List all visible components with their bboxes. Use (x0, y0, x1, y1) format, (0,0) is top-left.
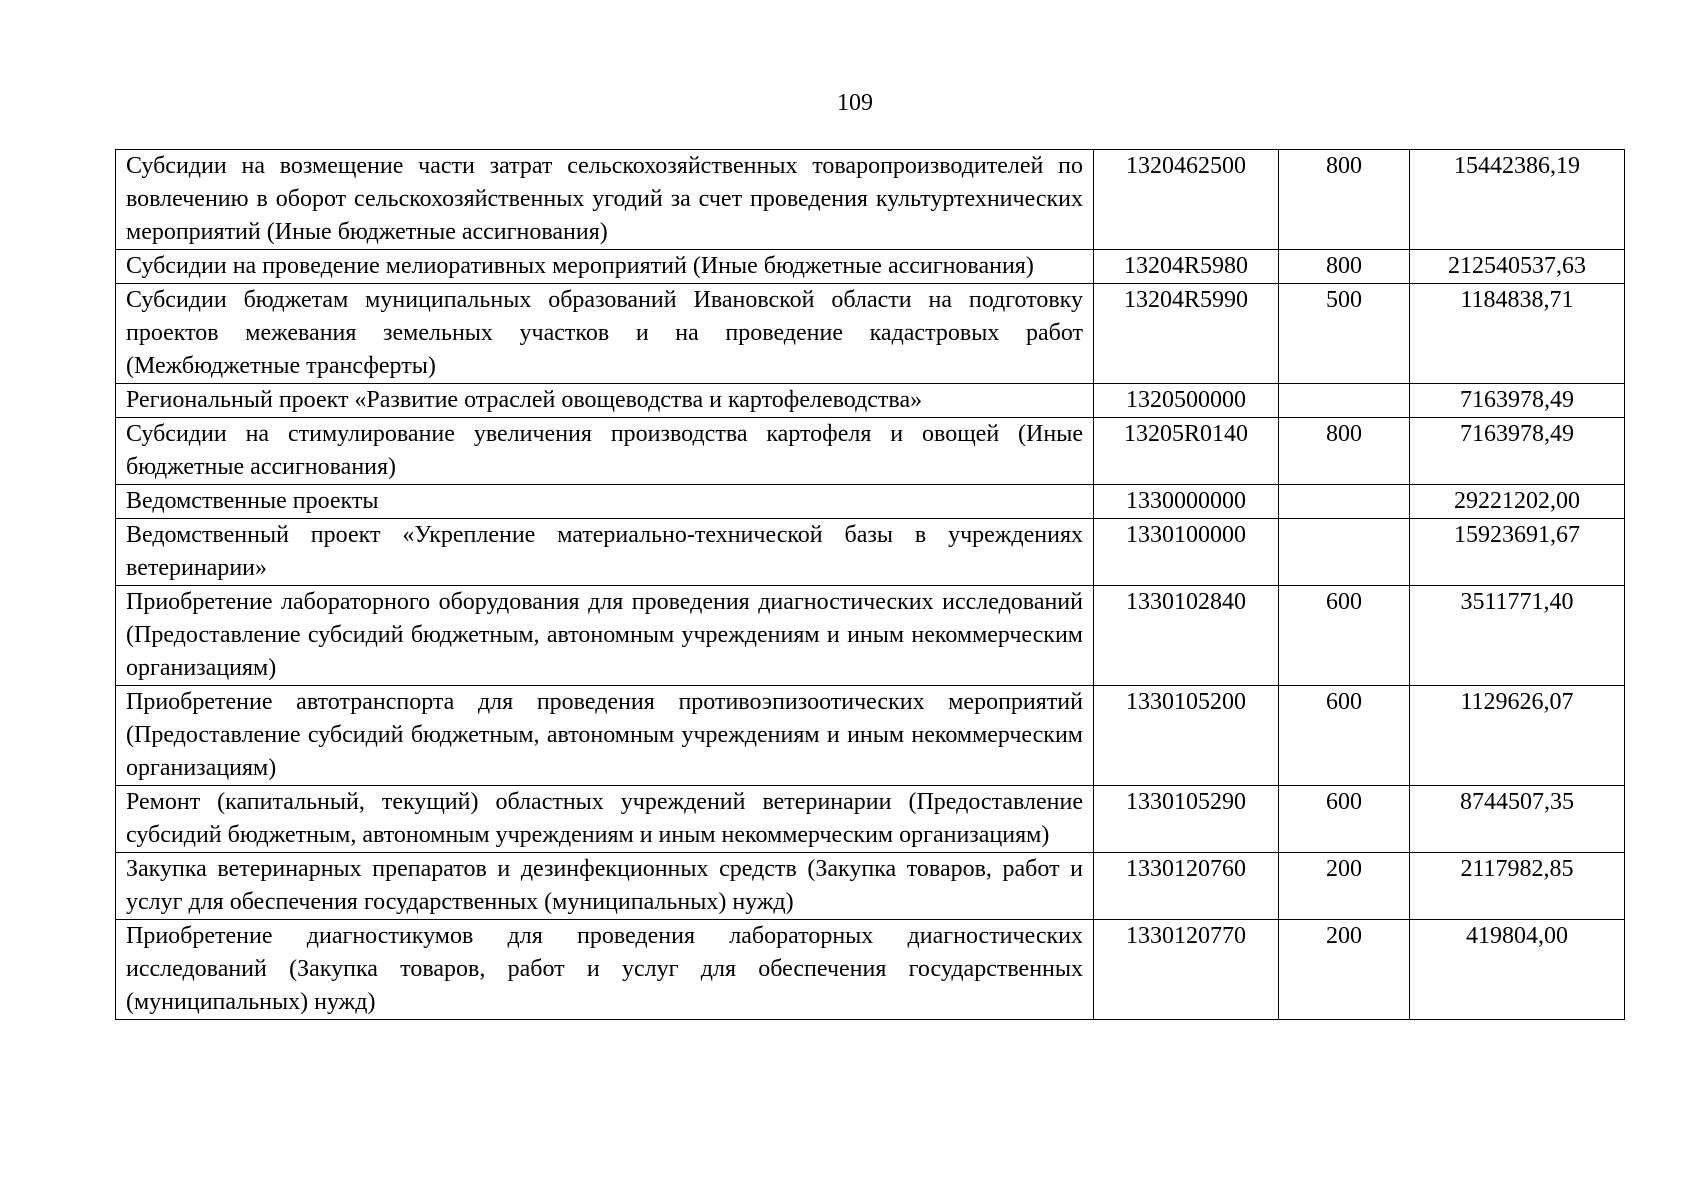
table-row (116, 384, 1625, 418)
expense-type-cell (1279, 384, 1410, 418)
amount-cell: 1129626,07 (1410, 686, 1625, 786)
amount-cell: 3511771,40 (1410, 586, 1625, 686)
page-number: 109 (837, 90, 873, 116)
expense-type-cell: 600 (1279, 586, 1410, 686)
target-code-cell: 1320500000 (1094, 384, 1279, 418)
target-code-cell: 1330000000 (1094, 485, 1279, 519)
expense-type-cell: 600 (1279, 686, 1410, 786)
table-row (116, 250, 1625, 284)
amount-cell: 7163978,49 (1410, 384, 1625, 418)
expense-name-cell: Региональный проект «Развитие отраслей овощеводства и картофелеводства» (116, 384, 1094, 418)
amount-cell: 15442386,19 (1410, 150, 1625, 250)
table-row (116, 686, 1625, 786)
target-code-cell: 1330105200 (1094, 686, 1279, 786)
table-row (116, 586, 1625, 686)
target-code-cell: 1330100000 (1094, 519, 1279, 586)
target-code-cell: 13205R0140 (1094, 418, 1279, 485)
expense-type-cell: 200 (1279, 853, 1410, 920)
expense-type-cell: 800 (1279, 150, 1410, 250)
expense-type-cell: 500 (1279, 284, 1410, 384)
table-row (116, 920, 1625, 1020)
target-code-cell: 1330120760 (1094, 853, 1279, 920)
target-code-cell: 13204R5990 (1094, 284, 1279, 384)
table-row (116, 284, 1625, 384)
expense-name-cell: Приобретение лабораторного оборудования для проведения диагностических исследований (Предоставление субсидий бюджетным, автономным учреждениям и иным некоммерческим организациям) (116, 586, 1094, 686)
table-row (116, 485, 1625, 519)
expense-name-cell: Субсидии бюджетам муниципальных образований Ивановской области на подготовку проектов межевания земельных участков и на проведение кадастровых работ (Межбюджетные трансферты) (116, 284, 1094, 384)
table-row (116, 853, 1625, 920)
table-row (116, 519, 1625, 586)
budget-table (115, 149, 1625, 1020)
amount-cell: 7163978,49 (1410, 418, 1625, 485)
target-code-cell: 1330120770 (1094, 920, 1279, 1020)
expense-name-cell: Субсидии на стимулирование увеличения производства картофеля и овощей (Иные бюджетные ассигнования) (116, 418, 1094, 485)
amount-cell: 1184838,71 (1410, 284, 1625, 384)
expense-name-cell: Ремонт (капитальный, текущий) областных учреждений ветеринарии (Предоставление субсидий бюджетным, автономным учреждениям и иным некоммерческим организациям) (116, 786, 1094, 853)
expense-name-cell: Ведомственный проект «Укрепление материально-технической базы в учреждениях ветеринарии» (116, 519, 1094, 586)
target-code-cell: 1330102840 (1094, 586, 1279, 686)
target-code-cell: 1320462500 (1094, 150, 1279, 250)
expense-name-cell: Субсидии на возмещение части затрат сельскохозяйственных товаропроизводителей по вовлечению в оборот сельскохозяйственных угодий за счет проведения культуртехнических мероприятий (Иные бюджетные ассигнования) (116, 150, 1094, 250)
expense-type-cell (1279, 485, 1410, 519)
expense-name-cell: Субсидии на проведение мелиоративных мероприятий (Иные бюджетные ассигнования) (116, 250, 1094, 284)
amount-cell: 419804,00 (1410, 920, 1625, 1020)
table-row (116, 418, 1625, 485)
expense-name-cell: Ведомственные проекты (116, 485, 1094, 519)
expense-name-cell: Приобретение диагностикумов для проведения лабораторных диагностических исследований (Закупка товаров, работ и услуг для обеспечения государственных (муниципальных) нужд) (116, 920, 1094, 1020)
amount-cell: 15923691,67 (1410, 519, 1625, 586)
amount-cell: 212540537,63 (1410, 250, 1625, 284)
expense-type-cell (1279, 519, 1410, 586)
table-row (116, 786, 1625, 853)
amount-cell: 2117982,85 (1410, 853, 1625, 920)
expense-type-cell: 800 (1279, 250, 1410, 284)
amount-cell: 29221202,00 (1410, 485, 1625, 519)
expense-name-cell: Закупка ветеринарных препаратов и дезинфекционных средств (Закупка товаров, работ и услуг для обеспечения государственных (муниципальных) нужд) (116, 853, 1094, 920)
target-code-cell: 1330105290 (1094, 786, 1279, 853)
expense-type-cell: 600 (1279, 786, 1410, 853)
expense-type-cell: 800 (1279, 418, 1410, 485)
expense-type-cell: 200 (1279, 920, 1410, 1020)
table-row (116, 150, 1625, 250)
amount-cell: 8744507,35 (1410, 786, 1625, 853)
target-code-cell: 13204R5980 (1094, 250, 1279, 284)
expense-name-cell: Приобретение автотранспорта для проведения противоэпизоотических мероприятий (Предоставление субсидий бюджетным, автономным учреждениям и иным некоммерческим организациям) (116, 686, 1094, 786)
